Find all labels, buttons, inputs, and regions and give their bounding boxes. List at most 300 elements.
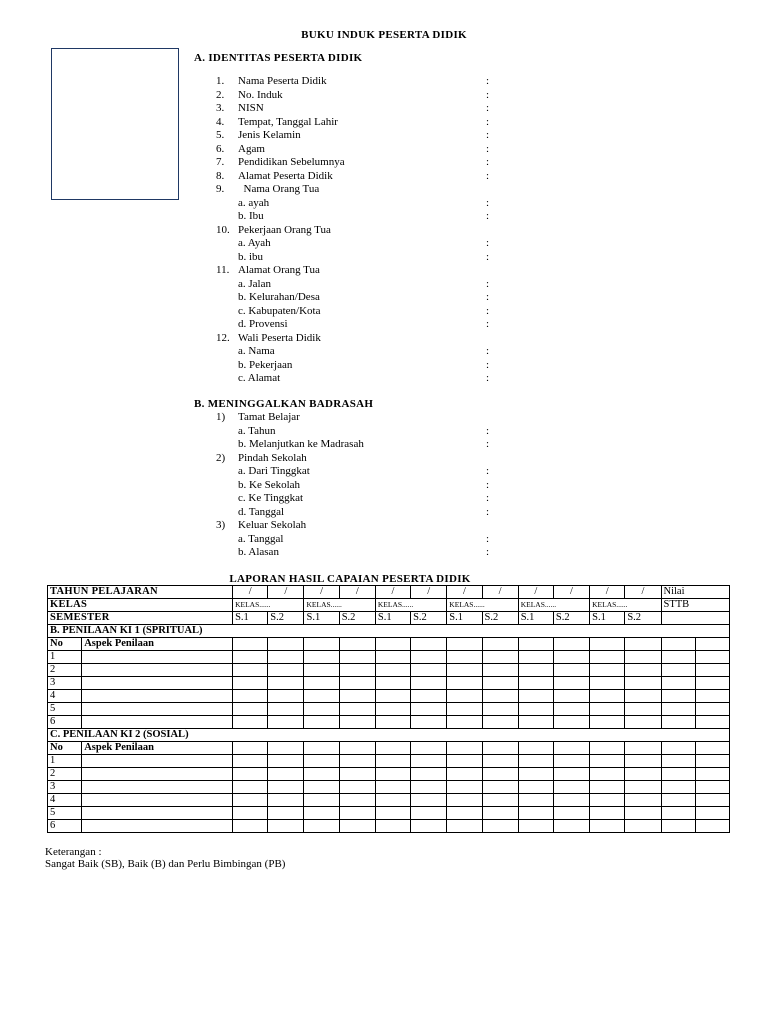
semester-cell: S.2 — [625, 612, 661, 625]
header-blank — [375, 742, 410, 755]
item-colon: : — [486, 102, 490, 114]
grade-cell[interactable] — [268, 794, 304, 807]
item-label: b. Pekerjaan — [238, 358, 293, 371]
grade-cell[interactable] — [375, 651, 410, 664]
grade-cell[interactable] — [482, 755, 518, 768]
grade-cell[interactable] — [304, 807, 339, 820]
item-label: a. Tanggal — [238, 532, 284, 545]
header-blank — [695, 638, 729, 651]
grade-cell[interactable] — [339, 755, 375, 768]
header-blank — [625, 742, 661, 755]
grade-cell[interactable] — [233, 781, 268, 794]
semester-blank — [661, 612, 729, 625]
grade-cell[interactable] — [590, 677, 625, 690]
grade-cell[interactable] — [482, 664, 518, 677]
item-label: b. Alasan — [238, 546, 279, 558]
grade-cell[interactable] — [304, 768, 339, 781]
grade-cell[interactable] — [268, 755, 304, 768]
item-label: a. Ayah — [238, 237, 271, 249]
item-label: a. Tahun — [238, 424, 276, 437]
grade-cell[interactable] — [411, 677, 447, 690]
list-item — [0, 183, 768, 196]
grade-cell[interactable] — [661, 677, 695, 690]
grade-cell[interactable] — [411, 716, 447, 729]
item-colon: : — [486, 129, 490, 141]
list-item — [0, 75, 768, 88]
header-blank — [625, 638, 661, 651]
grade-cell[interactable] — [375, 755, 410, 768]
grade-cell[interactable] — [695, 768, 729, 781]
semester-cell: S.1 — [304, 612, 339, 625]
list-item — [0, 305, 768, 318]
grade-cell[interactable] — [304, 716, 339, 729]
grade-cell[interactable] — [268, 820, 304, 833]
grade-cell[interactable] — [447, 768, 482, 781]
grade-cell[interactable] — [661, 820, 695, 833]
header-blank — [590, 742, 625, 755]
grade-cell[interactable] — [447, 690, 482, 703]
grade-cell[interactable] — [375, 703, 410, 716]
grade-cell[interactable] — [339, 703, 375, 716]
grade-cell[interactable] — [411, 807, 447, 820]
grade-cell[interactable] — [233, 716, 268, 729]
item-label: Tamat Belajar — [238, 411, 300, 423]
grade-cell[interactable] — [518, 703, 553, 716]
grade-cell[interactable] — [482, 807, 518, 820]
grade-cell[interactable] — [339, 768, 375, 781]
grade-cell[interactable] — [447, 677, 482, 690]
item-colon: : — [486, 142, 490, 155]
grade-cell[interactable] — [661, 651, 695, 664]
grade-cell[interactable] — [304, 755, 339, 768]
grade-cell[interactable] — [233, 690, 268, 703]
grade-cell[interactable] — [339, 664, 375, 677]
grade-cell[interactable] — [518, 690, 553, 703]
list-item — [0, 533, 768, 546]
grade-cell[interactable] — [553, 768, 589, 781]
grade-cell[interactable] — [482, 781, 518, 794]
grade-cell[interactable] — [268, 664, 304, 677]
grade-cell[interactable] — [661, 716, 695, 729]
grade-cell[interactable] — [590, 768, 625, 781]
ki1-heading-row — [48, 625, 730, 638]
item-label: Jenis Kelamin — [238, 129, 301, 141]
semester-cell: S.1 — [233, 612, 268, 625]
grade-cell[interactable] — [482, 716, 518, 729]
list-item — [0, 345, 768, 358]
tahun-cell[interactable]: / — [482, 586, 518, 599]
item-number: 3. — [216, 102, 225, 114]
grade-cell[interactable] — [590, 794, 625, 807]
grade-cell[interactable] — [375, 807, 410, 820]
grade-cell[interactable] — [553, 690, 589, 703]
grade-cell[interactable] — [375, 781, 410, 794]
kelas-cell[interactable]: KELAS...... — [447, 599, 518, 612]
item-number: 2. — [216, 88, 225, 101]
grade-cell[interactable] — [339, 807, 375, 820]
item-colon: : — [486, 505, 490, 518]
grade-cell[interactable] — [695, 664, 729, 677]
grade-cell[interactable] — [447, 781, 482, 794]
list-item — [0, 411, 768, 424]
table-row — [48, 768, 730, 781]
grade-cell[interactable] — [447, 755, 482, 768]
grade-cell[interactable] — [518, 716, 553, 729]
item-label: a. Dari Tinggkat — [238, 465, 310, 477]
grade-cell[interactable] — [233, 677, 268, 690]
grade-cell[interactable] — [695, 651, 729, 664]
item-colon: : — [486, 210, 490, 222]
grade-cell[interactable] — [661, 807, 695, 820]
grade-cell[interactable] — [625, 664, 661, 677]
list-item — [0, 116, 768, 129]
header-blank — [339, 742, 375, 755]
item-colon: : — [486, 88, 490, 101]
item-number: 3) — [216, 519, 226, 531]
grade-cell[interactable] — [82, 807, 233, 820]
grade-cell[interactable] — [695, 807, 729, 820]
grade-cell[interactable] — [625, 690, 661, 703]
grade-cell[interactable] — [233, 703, 268, 716]
grade-cell[interactable] — [625, 703, 661, 716]
grade-cell[interactable] — [339, 794, 375, 807]
grade-cell[interactable] — [518, 651, 553, 664]
grade-cell[interactable] — [304, 651, 339, 664]
semester-cell: S.2 — [482, 612, 518, 625]
header-blank — [339, 638, 375, 651]
grade-cell[interactable] — [590, 807, 625, 820]
grade-cell[interactable] — [590, 703, 625, 716]
grade-cell[interactable] — [82, 690, 233, 703]
grade-cell[interactable] — [268, 781, 304, 794]
grade-cell[interactable] — [339, 690, 375, 703]
grade-cell[interactable] — [268, 690, 304, 703]
grade-cell[interactable] — [268, 807, 304, 820]
header-blank — [447, 638, 482, 651]
grade-cell[interactable] — [339, 651, 375, 664]
grade-cell[interactable] — [625, 794, 661, 807]
tahun-cell[interactable]: / — [304, 586, 339, 599]
grade-cell[interactable] — [518, 781, 553, 794]
grade-cell[interactable] — [304, 820, 339, 833]
header-blank — [375, 638, 410, 651]
list-item — [0, 89, 768, 102]
grade-cell[interactable] — [553, 677, 589, 690]
row-number: 6 — [48, 820, 82, 833]
grade-cell[interactable] — [661, 703, 695, 716]
item-label: Wali Peserta Didik — [238, 331, 321, 344]
grade-cell[interactable] — [375, 677, 410, 690]
list-item — [0, 506, 768, 519]
grade-cell[interactable] — [339, 677, 375, 690]
header-blank — [447, 742, 482, 755]
grade-cell[interactable] — [695, 716, 729, 729]
grade-cell[interactable] — [553, 716, 589, 729]
grade-cell[interactable] — [482, 794, 518, 807]
grade-cell[interactable] — [661, 664, 695, 677]
grade-cell[interactable] — [268, 677, 304, 690]
grade-cell[interactable] — [82, 703, 233, 716]
grade-cell[interactable] — [82, 794, 233, 807]
header-blank — [482, 742, 518, 755]
list-item — [0, 425, 768, 438]
grade-cell[interactable] — [82, 716, 233, 729]
item-label: Agam — [238, 142, 265, 155]
list-item — [0, 224, 768, 237]
grade-cell[interactable] — [590, 755, 625, 768]
tahun-cell[interactable]: / — [339, 586, 375, 599]
grade-cell[interactable] — [304, 664, 339, 677]
grade-cell[interactable] — [590, 781, 625, 794]
grade-cell[interactable] — [661, 781, 695, 794]
grade-cell[interactable] — [518, 820, 553, 833]
item-label: Nama Orang Tua — [238, 183, 320, 195]
grade-cell[interactable] — [304, 677, 339, 690]
grade-cell[interactable] — [695, 755, 729, 768]
semester-cell: S.2 — [268, 612, 304, 625]
grade-cell[interactable] — [268, 716, 304, 729]
grade-cell[interactable] — [482, 690, 518, 703]
column-header-row — [48, 638, 730, 651]
grade-cell[interactable] — [82, 651, 233, 664]
grade-cell[interactable] — [447, 651, 482, 664]
header-blank — [518, 742, 553, 755]
header-blank — [695, 742, 729, 755]
list-item — [0, 519, 768, 532]
grade-cell[interactable] — [268, 768, 304, 781]
grade-cell[interactable] — [553, 755, 589, 768]
list-item — [0, 465, 768, 478]
item-number: 12. — [216, 331, 230, 344]
grade-cell[interactable] — [553, 807, 589, 820]
table-row — [48, 755, 730, 768]
nilai-label: Nilai — [661, 586, 729, 599]
grade-cell[interactable] — [82, 768, 233, 781]
item-number: 2) — [216, 451, 226, 464]
grade-cell[interactable] — [304, 781, 339, 794]
tahun-cell[interactable]: / — [625, 586, 661, 599]
grade-cell[interactable] — [375, 716, 410, 729]
grade-cell[interactable] — [233, 794, 268, 807]
grade-cell[interactable] — [518, 677, 553, 690]
row-number: 4 — [48, 794, 82, 807]
grade-cell[interactable] — [482, 651, 518, 664]
grade-cell[interactable] — [411, 690, 447, 703]
grade-cell[interactable] — [268, 651, 304, 664]
header-blank — [518, 638, 553, 651]
grade-cell[interactable] — [304, 690, 339, 703]
grade-cell[interactable] — [233, 664, 268, 677]
list-item — [0, 372, 768, 385]
grade-cell[interactable] — [625, 651, 661, 664]
grade-cell[interactable] — [375, 768, 410, 781]
tahun-cell[interactable]: / — [375, 586, 410, 599]
grade-cell[interactable] — [482, 677, 518, 690]
row-number: 2 — [48, 768, 82, 781]
grade-cell[interactable] — [411, 664, 447, 677]
tahun-cell[interactable]: / — [447, 586, 482, 599]
grade-cell[interactable] — [695, 677, 729, 690]
semester-cell: S.2 — [339, 612, 375, 625]
table-row — [48, 651, 730, 664]
grade-cell[interactable] — [482, 768, 518, 781]
section-a-heading: A. IDENTITAS PESERTA DIDIK — [194, 52, 363, 64]
grade-cell[interactable] — [411, 703, 447, 716]
grade-cell[interactable] — [553, 781, 589, 794]
grade-cell[interactable] — [625, 781, 661, 794]
grade-cell[interactable] — [447, 703, 482, 716]
grade-cell[interactable] — [304, 703, 339, 716]
grade-cell[interactable] — [590, 664, 625, 677]
tahun-cell[interactable]: / — [233, 586, 268, 599]
grade-cell[interactable] — [233, 820, 268, 833]
item-number: 6. — [216, 142, 225, 155]
item-colon: : — [486, 237, 490, 249]
item-colon: : — [486, 156, 490, 168]
header-blank — [590, 638, 625, 651]
item-colon: : — [486, 358, 490, 371]
grade-cell[interactable] — [695, 703, 729, 716]
grade-cell[interactable] — [268, 703, 304, 716]
list-item — [0, 359, 768, 372]
kelas-cell[interactable]: KELAS...... — [375, 599, 446, 612]
kelas-cell[interactable]: KELAS...... — [304, 599, 375, 612]
header-blank — [411, 638, 447, 651]
grade-cell[interactable] — [411, 820, 447, 833]
report-title: LAPORAN HASIL CAPAIAN PESERTA DIDIK — [229, 573, 471, 585]
grade-cell[interactable] — [82, 781, 233, 794]
grade-cell[interactable] — [447, 716, 482, 729]
grade-cell[interactable] — [447, 664, 482, 677]
grade-cell[interactable] — [447, 820, 482, 833]
grade-cell[interactable] — [518, 807, 553, 820]
grade-cell[interactable] — [590, 690, 625, 703]
kelas-cell[interactable]: KELAS...... — [590, 599, 661, 612]
grade-cell[interactable] — [304, 794, 339, 807]
kelas-cell[interactable]: KELAS...... — [233, 599, 304, 612]
grade-cell[interactable] — [447, 794, 482, 807]
grade-cell[interactable] — [553, 703, 589, 716]
grade-cell[interactable] — [82, 677, 233, 690]
grade-cell[interactable] — [482, 703, 518, 716]
table-row — [48, 677, 730, 690]
grade-cell[interactable] — [553, 794, 589, 807]
list-item — [0, 237, 768, 250]
grade-cell[interactable] — [590, 651, 625, 664]
item-number: 1) — [216, 411, 226, 423]
grade-cell[interactable] — [553, 664, 589, 677]
grade-cell[interactable] — [411, 794, 447, 807]
grade-cell[interactable] — [411, 755, 447, 768]
grade-cell[interactable] — [411, 781, 447, 794]
grade-cell[interactable] — [518, 755, 553, 768]
kelas-row — [48, 599, 730, 612]
grade-cell[interactable] — [590, 820, 625, 833]
grade-cell[interactable] — [695, 820, 729, 833]
grade-cell[interactable] — [233, 768, 268, 781]
item-label: Pindah Sekolah — [238, 451, 307, 464]
grade-cell[interactable] — [695, 794, 729, 807]
grade-cell[interactable] — [553, 651, 589, 664]
grade-cell[interactable] — [233, 807, 268, 820]
grade-cell[interactable] — [695, 781, 729, 794]
report-table — [47, 585, 730, 833]
grade-cell[interactable] — [625, 755, 661, 768]
item-colon: : — [486, 492, 490, 504]
tahun-cell[interactable]: / — [553, 586, 589, 599]
tahun-cell[interactable]: / — [411, 586, 447, 599]
grade-cell[interactable] — [411, 768, 447, 781]
grade-cell[interactable] — [625, 807, 661, 820]
grade-cell[interactable] — [625, 768, 661, 781]
list-item — [0, 143, 768, 156]
grade-cell[interactable] — [82, 820, 233, 833]
grade-cell[interactable] — [518, 794, 553, 807]
grade-cell[interactable] — [447, 807, 482, 820]
list-item — [0, 492, 768, 505]
grade-cell[interactable] — [625, 820, 661, 833]
grade-cell[interactable] — [482, 820, 518, 833]
kelas-label: KELAS — [48, 599, 233, 612]
grade-cell[interactable] — [590, 716, 625, 729]
tahun-cell[interactable]: / — [268, 586, 304, 599]
grade-cell[interactable] — [518, 768, 553, 781]
grade-cell[interactable] — [411, 651, 447, 664]
grade-cell[interactable] — [661, 768, 695, 781]
item-label: Keluar Sekolah — [238, 519, 307, 531]
grade-cell[interactable] — [375, 820, 410, 833]
header-blank — [233, 742, 268, 755]
list-item — [0, 210, 768, 223]
grade-cell[interactable] — [82, 664, 233, 677]
grade-cell[interactable] — [375, 794, 410, 807]
item-number: 7. — [216, 156, 225, 168]
grade-cell[interactable] — [339, 716, 375, 729]
item-label: a. ayah — [238, 196, 270, 209]
grade-cell[interactable] — [375, 690, 410, 703]
grade-cell[interactable] — [233, 755, 268, 768]
item-label: No. Induk — [238, 88, 283, 101]
item-label: c. Ke Tinggkat — [238, 492, 304, 504]
item-colon: : — [486, 169, 490, 182]
tahun-cell[interactable]: / — [590, 586, 625, 599]
grade-cell[interactable] — [339, 781, 375, 794]
grade-cell[interactable] — [553, 820, 589, 833]
grade-cell[interactable] — [661, 794, 695, 807]
grade-cell[interactable] — [661, 690, 695, 703]
grade-cell[interactable] — [233, 651, 268, 664]
item-label: Alamat Peserta Didik — [238, 169, 333, 182]
grade-cell[interactable] — [661, 755, 695, 768]
grade-cell[interactable] — [695, 690, 729, 703]
list-item — [0, 156, 768, 169]
grade-cell[interactable] — [625, 716, 661, 729]
kelas-cell[interactable]: KELAS...... — [518, 599, 589, 612]
grade-cell[interactable] — [625, 677, 661, 690]
grade-cell[interactable] — [339, 820, 375, 833]
semester-cell: S.1 — [518, 612, 553, 625]
grade-cell[interactable] — [375, 664, 410, 677]
semester-cell: S.2 — [411, 612, 447, 625]
aspek-header: Aspek Penilaan — [82, 638, 233, 651]
grade-cell[interactable] — [518, 664, 553, 677]
grade-cell[interactable] — [82, 755, 233, 768]
item-colon: : — [486, 372, 490, 384]
tahun-cell[interactable]: / — [518, 586, 553, 599]
item-colon: : — [486, 250, 490, 263]
header-blank — [553, 638, 589, 651]
list-item — [0, 251, 768, 264]
